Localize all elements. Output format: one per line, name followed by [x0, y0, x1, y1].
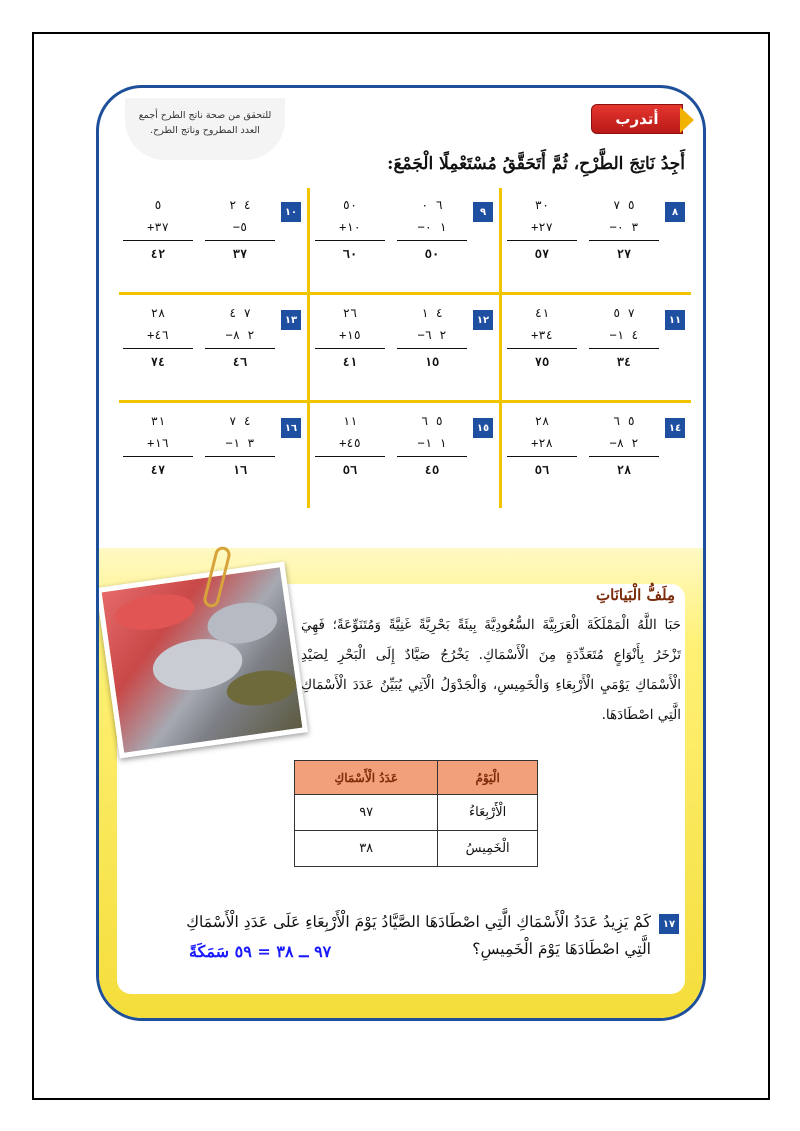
result: ٣٧ — [232, 247, 248, 261]
problem-cell — [309, 188, 499, 294]
result: ٥٦ — [534, 463, 550, 477]
operand: ٦ ٠ — [421, 198, 443, 212]
operand-with-operator — [315, 432, 385, 454]
operand-with-operator — [397, 216, 467, 238]
addition-check — [123, 194, 193, 265]
plus-sign: + — [339, 220, 347, 234]
problem-number-badge: ١٤ — [665, 418, 685, 438]
problem-grid — [119, 188, 691, 508]
fish-shape — [113, 590, 197, 635]
problem-number-badge: ١٥ — [473, 418, 493, 438]
result: ٥٦ — [342, 463, 358, 477]
problem-number-badge: ١٠ — [281, 202, 301, 222]
instruction: أَجِدُ نَاتِجَ الطَّرْحِ، ثُمَّ أَتَحَقَّقُ مُسْتَعْمِلًا الْجَمْعَ: — [387, 154, 685, 174]
plus-sign: + — [339, 436, 347, 450]
addition-check — [315, 410, 385, 481]
operand: ٢٨ — [534, 414, 550, 428]
operand: ٧ ٤ — [229, 306, 251, 320]
question-text: كَمْ يَزِيدُ عَدَدُ الْأَسْمَاكِ الَّتِي اصْطَادَهَا الصَّيَّادُ يَوْمَ الْأَرْبِعَاءِ عَلَى عَدَدِ الْأَسْمَاكِ — [186, 913, 651, 931]
operand: ٤ ١ — [421, 306, 443, 320]
addition-check — [507, 194, 577, 265]
operand-with-operator — [123, 324, 193, 346]
operand: ٢ ٨ — [616, 436, 639, 450]
plus-sign: + — [531, 220, 539, 234]
operand: ٢٨ — [538, 436, 553, 450]
result: ١٦ — [232, 463, 248, 477]
operand-with-operator — [315, 324, 385, 346]
operand: ١ ١ — [424, 436, 447, 450]
subtraction-problem — [205, 194, 275, 265]
result: ٤٥ — [424, 463, 440, 477]
fish-count-table — [294, 760, 538, 867]
operand: ٥ — [240, 220, 248, 234]
hint-line: العدد المطروح وناتج الطرح. — [150, 125, 260, 136]
result: ٦٠ — [342, 247, 358, 261]
subtraction-problem — [397, 302, 467, 373]
operand-with-operator — [205, 432, 275, 454]
problem-cell — [117, 188, 307, 294]
table-cell-day: الْأَرْبِعَاءُ — [438, 795, 538, 831]
problem-number-badge: ١٢ — [473, 310, 493, 330]
result-line — [589, 456, 659, 457]
table-cell-count: ٩٧ — [295, 795, 438, 831]
operand: ٤ ١ — [616, 328, 639, 342]
problem-cell — [501, 296, 691, 402]
problem-number-badge: ١٦ — [281, 418, 301, 438]
problem-cell — [501, 404, 691, 510]
operand-with-operator — [589, 432, 659, 454]
result-line — [397, 240, 467, 241]
operand: ٤١ — [534, 306, 550, 320]
result-line — [507, 348, 577, 349]
result: ٧٥ — [534, 355, 550, 369]
addition-check — [123, 410, 193, 481]
operand: ٣ ٠ — [616, 220, 639, 234]
plus-sign: + — [147, 328, 155, 342]
operand: ١٠ — [346, 220, 361, 234]
fish-photo — [96, 562, 308, 759]
operand: ٣٧ — [154, 220, 169, 234]
problem-cell — [117, 296, 307, 402]
operand: ٢٨ — [150, 306, 166, 320]
result-line — [123, 456, 193, 457]
problem-number-badge: ٨ — [665, 202, 685, 222]
minus-sign: − — [225, 436, 233, 450]
table-header-day: الْيَوْمُ — [438, 761, 538, 795]
result-line — [397, 456, 467, 457]
result-line — [123, 348, 193, 349]
operand: ٤٥ — [346, 436, 361, 450]
result: ٣٤ — [616, 355, 632, 369]
operand: ١٦ — [154, 436, 169, 450]
textbook-page — [96, 85, 706, 1021]
operand: ٢ ٨ — [232, 328, 255, 342]
minus-sign: − — [417, 328, 425, 342]
data-file-title: مِلَفُّ الْبَيانَاتِ — [596, 586, 675, 604]
subtraction-problem — [589, 410, 659, 481]
operand-with-operator — [315, 216, 385, 238]
result-line — [205, 240, 275, 241]
hint-line: للتحقق من صحة ناتج الطرح أجمع — [138, 110, 272, 121]
operand: ٥٠ — [342, 198, 358, 212]
data-file-paragraph: حَبَا اللَّهُ الْمَمْلَكَةَ الْعَرَبِيَّةَ السُّعُودِيَّةَ بِيئَةً بَحْرِيَّةً غَنِيَّةً وَمُتَنَوِّعَةً؛ فَهِيَ تَزْخَرُ بِأَنْوَاعٍ مُتَعَدِّدَةٍ مِنَ الْأَسْمَاكِ. يَخْرُجُ صَيَّادٌ إِلَى الْبَحْرِ لِصَيْدِ الْأَسْمَاكِ يَوْمَيِ الْأَرْبِعَاءِ وَالْخَمِيسِ، وَالْجَدْوَلُ الْآتِي يُبَيِّنُ عَدَدَ الْأَسْمَاكِ الَّتِي اصْطَادَهَا. — [301, 617, 681, 723]
plus-sign: + — [147, 436, 155, 450]
result-line — [205, 348, 275, 349]
result: ١٥ — [424, 355, 440, 369]
operand: ٧ ٥ — [613, 306, 635, 320]
operand: ١ ٠ — [424, 220, 447, 234]
minus-sign: − — [225, 328, 233, 342]
operand-with-operator — [123, 432, 193, 454]
operand: ٢٧ — [538, 220, 553, 234]
result-line — [123, 240, 193, 241]
subtraction-problem — [589, 302, 659, 373]
plus-sign: + — [531, 436, 539, 450]
result: ٥٠ — [424, 247, 440, 261]
operand-with-operator — [397, 324, 467, 346]
table-cell-day: الْخَمِيسُ — [438, 831, 538, 867]
addition-check — [315, 302, 385, 373]
operand-with-operator — [205, 324, 275, 346]
operand: ٤٦ — [154, 328, 169, 342]
minus-sign: − — [232, 220, 240, 234]
problem-cell — [117, 404, 307, 510]
table-cell-count: ٣٨ — [295, 831, 438, 867]
result-line — [589, 240, 659, 241]
table-row — [295, 831, 538, 867]
minus-sign: − — [609, 220, 617, 234]
practice-badge — [591, 104, 683, 134]
result-line — [315, 240, 385, 241]
plus-sign: + — [531, 328, 539, 342]
operand: ٣١ — [150, 414, 166, 428]
result-line — [315, 456, 385, 457]
operand: ٤ ٧ — [229, 414, 251, 428]
practice-badge-label: أتدرب — [615, 110, 659, 128]
addition-check — [315, 194, 385, 265]
handwritten-answer: ٩٧ ــ ٣٨ = ٥٩ سَمَكَةً — [189, 942, 332, 961]
plus-sign: + — [339, 328, 347, 342]
problem-cell — [309, 404, 499, 510]
result-line — [397, 348, 467, 349]
result-line — [205, 456, 275, 457]
operand: ٤ ٢ — [229, 198, 251, 212]
operand-with-operator — [123, 216, 193, 238]
result: ٤٢ — [150, 247, 166, 261]
operand-with-operator — [507, 432, 577, 454]
operand: ٥ ٧ — [613, 198, 635, 212]
table-header-count: عَدَدُ الْأَسْمَاكِ — [295, 761, 438, 795]
subtraction-problem — [205, 410, 275, 481]
problem-cell — [309, 296, 499, 402]
addition-check — [507, 302, 577, 373]
addition-check — [507, 410, 577, 481]
operand: ٥ ٦ — [613, 414, 635, 428]
plus-sign: + — [147, 220, 155, 234]
addition-check — [123, 302, 193, 373]
subtraction-problem — [397, 194, 467, 265]
operand-with-operator — [397, 432, 467, 454]
result: ٢٧ — [616, 247, 632, 261]
problem-number-badge: ٩ — [473, 202, 493, 222]
result-line — [507, 240, 577, 241]
result: ٤٦ — [232, 355, 248, 369]
question-text-line2: الَّتِي اصْطَادَهَا يَوْمَ الْخَمِيسِ؟ — [472, 940, 651, 958]
problem-cell — [501, 188, 691, 294]
result: ٢٨ — [616, 463, 632, 477]
result-line — [589, 348, 659, 349]
table-row — [295, 795, 538, 831]
operand: ٢٦ — [342, 306, 358, 320]
minus-sign: − — [417, 436, 425, 450]
hint-box — [125, 98, 285, 160]
problem-number-badge: ١٣ — [281, 310, 301, 330]
operand-with-operator — [589, 216, 659, 238]
result-line — [507, 456, 577, 457]
operand: ٥ — [154, 198, 162, 212]
operand: ١٥ — [346, 328, 361, 342]
minus-sign: − — [609, 436, 617, 450]
result: ٧٤ — [150, 355, 166, 369]
question-number-badge: ١٧ — [659, 914, 679, 934]
subtraction-problem — [205, 302, 275, 373]
minus-sign: − — [609, 328, 617, 342]
operand: ٥ ٦ — [421, 414, 443, 428]
operand: ٣ ١ — [232, 436, 255, 450]
operand-with-operator — [507, 216, 577, 238]
operand-with-operator — [507, 324, 577, 346]
result: ٥٧ — [534, 247, 550, 261]
result: ٤١ — [342, 355, 358, 369]
result-line — [315, 348, 385, 349]
operand: ١١ — [342, 414, 358, 428]
operand-with-operator — [205, 216, 275, 238]
operand: ٣٠ — [534, 198, 550, 212]
operand: ٣٤ — [538, 328, 553, 342]
operand: ٢ ٦ — [424, 328, 447, 342]
operand-with-operator — [589, 324, 659, 346]
minus-sign: − — [417, 220, 425, 234]
subtraction-problem — [397, 410, 467, 481]
subtraction-problem — [589, 194, 659, 265]
result: ٤٧ — [150, 463, 166, 477]
problem-number-badge: ١١ — [665, 310, 685, 330]
